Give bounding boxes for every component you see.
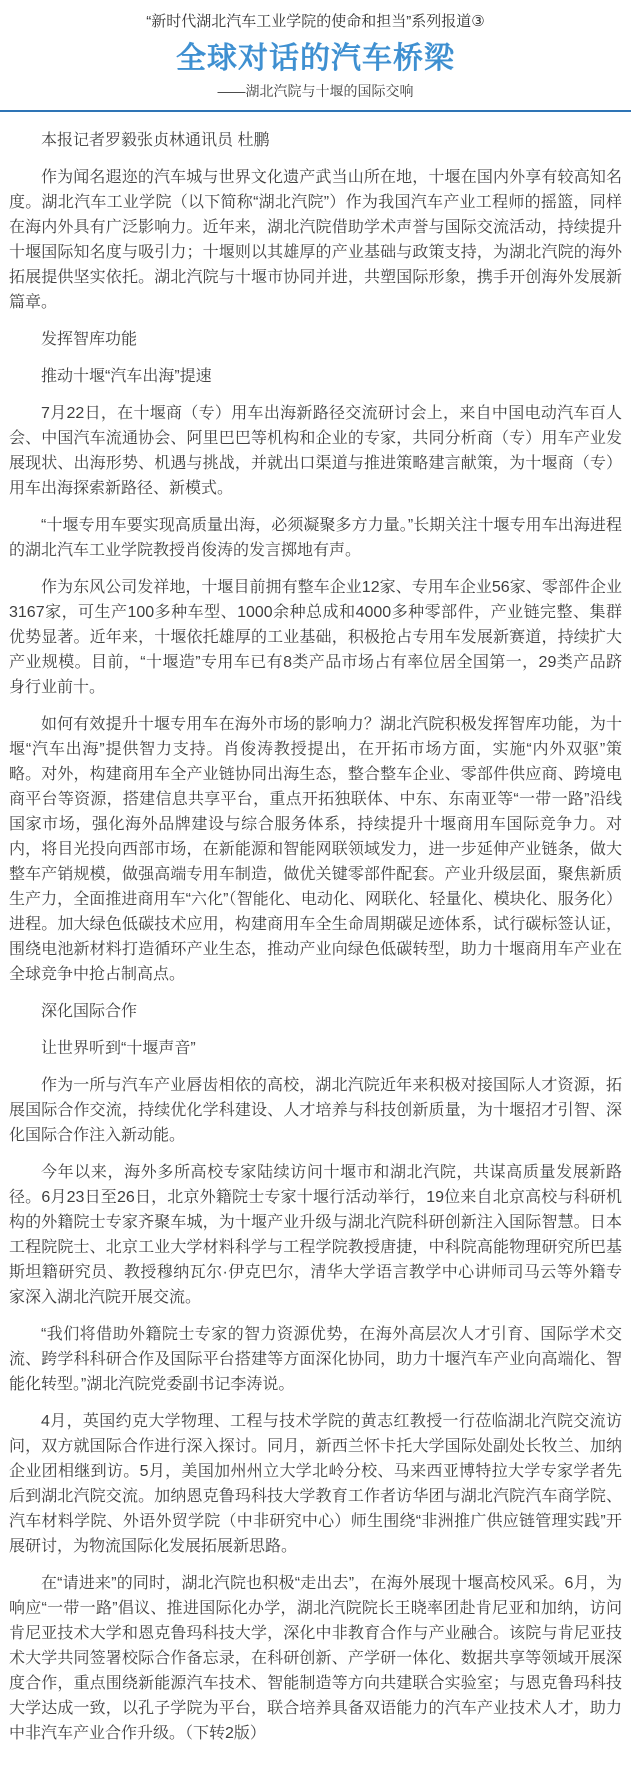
paragraph: 今年以来，海外多所高校专家陆续访问十堰市和湖北汽院，共谋高质量发展新路径。6月23日至26日，北京外籍院士专家十堰行活动举行，19位来自北京高校与科研机构的外籍院士专家齐聚车城，为十堰产业升级与湖北汽院科研创新注入国际智慧。日本工程院院士、北京工业大学材料科学与工程学院教授唐捷，中科院高能物理研究所巴基斯坦籍研究员、教授穆纳瓦尔·伊克巴尔，清华大学语言教学中心讲师司马云等外籍专家深入湖北汽院开展交流。 [9, 1164, 622, 1306]
section-heading: 深化国际合作 [41, 1003, 138, 1020]
paragraph: “十堰专用车要实现高质量出海，必须凝聚多方力量。”长期关注十堰专用车出海进程的湖北汽车工业学院教授肖俊涛的发言掷地有声。 [9, 517, 622, 559]
paragraph: 如何有效提升十堰专用车在海外市场的影响力？湖北汽院积极发挥智库功能，为十堰“汽车出海”提供智力支持。肖俊涛教授提出，在开拓市场方面，实施“内外双驱”策略。对外，构建商用车全产业链协同出海生态，整合整车企业、零部件供应商、跨境电商平台等资源，搭建信息共享平台，重点开拓独联体、中东、东南亚等“一带一路”沿线国家市场，强化海外品牌建设与综合服务体系，持续提升十堰商用车国际竞争力。对内，将目光投向西部市场，在新能源和智能网联领域发力，进一步延伸产业链条，做大整车产销规模，做强高端专用车制造，做优关键零部件配套。产业升级层面，聚焦新质生产力，全面推进商用车“六化”（智能化、电动化、网联化、轻量化、模块化、服务化）进程。加大绿色低碳技术应用，构建商用车全生命周期碳足迹体系，试行碳标签认证，围绕电池新材料打造循环产业生态，推动产业向绿色低碳转型，助力十堰商用车产业在全球竞争中抢占制高点。 [9, 716, 622, 983]
paragraph: 作为一所与汽车产业唇齿相依的高校，湖北汽院近年来积极对接国际人才资源，拓展国际合作交流，持续优化学科建设、人才培养与科技创新质量，为十堰招才引智、深化国际合作注入新动能。 [9, 1077, 622, 1144]
article-body [9, 165, 622, 1746]
page-title: 全球对话的汽车桥梁 [176, 42, 455, 75]
header-divider [0, 110, 631, 112]
paragraph: 作为闻名遐迩的汽车城与世界文化遗产武当山所在地，十堰在国内外享有较高知名度。湖北汽车工业学院（以下简称“湖北汽院”）作为我国汽车产业工程师的摇篮，同样在海内外具有广泛影响力。近年来，湖北汽院借助学术声誉与国际交流活动，持续提升十堰国际知名度与吸引力；十堰则以其雄厚的产业基础与政策支持，为湖北汽院的海外拓展提供坚实依托。湖北汽院与十堰市协同并进，共塑国际形象，携手开创海外发展新篇章。 [9, 169, 622, 311]
paragraph: 7月22日，在十堰商（专）用车出海新路径交流研讨会上，来自中国电动汽车百人会、中国汽车流通协会、阿里巴巴等机构和企业的专家，共同分析商（专）用车产业发展现状、出海形势、机遇与挑战，并就出口渠道与推进策略建言献策，为十堰商（专）用车出海探索新路径、新模式。 [9, 405, 622, 497]
paragraph: 作为东风公司发祥地，十堰目前拥有整车企业12家、专用车企业56家、零部件企业3167家，可生产100多种车型、1000余种总成和4000多种零部件，产业链完整、集群优势显著。近年来，十堰依托雄厚的工业基础，积极抢占专用车发展新赛道，持续扩大产业规模。目前，“十堰造”专用车已有8类产品市场占有率位居全国第一，29类产品跻身行业前十。 [9, 579, 622, 696]
paragraph: “我们将借助外籍院士专家的智力资源优势，在海外高层次人才引育、国际学术交流、跨学科科研合作及国际平台搭建等方面深化协同，助力十堰汽车产业向高端化、智能化转型。”湖北汽院党委副书记李涛说。 [9, 1326, 622, 1393]
paragraph: 在“请进来”的同时，湖北汽院也积极“走出去”，在海外展现十堰高校风采。6月，为响应“一带一路”倡议、推进国际化办学，湖北汽院院长王晓率团赴肯尼亚和加纳，访问肯尼亚技术大学和恩克鲁玛科技大学，深化中非教育合作与产业融合。该院与肯尼亚技术大学共同签署校际合作备忘录，在科研创新、产学研一体化、数据共享等领域开展深度合作，重点围绕新能源汽车技术、智能制造等方向共建联合实验室；与恩克鲁玛科技大学达成一致，以孔子学院为平台，联合培养具备双语能力的汽车产业技术人才，助力中非汽车产业合作升级。（下转2版） [9, 1575, 622, 1742]
section-heading: 让世界听到“十堰声音” [41, 1040, 196, 1057]
section-heading: 发挥智库功能 [41, 331, 138, 348]
paragraph: 4月，英国约克大学物理、工程与技术学院的黄志红教授一行莅临湖北汽院交流访问，双方就国际合作进行深入探讨。同月，新西兰怀卡托大学国际处副处长牧兰、加纳企业团相继到访。5月，美国加州州立大学北岭分校、马来西亚博特拉大学专家学者先后到湖北汽院交流。加纳恩克鲁玛科技大学教育工作者访华团与湖北汽院汽车商学院、汽车材料学院、外语外贸学院（中非研究中心）师生围绕“非洲推广供应链管理实践”开展研讨，为物流国际化发展拓展新思路。 [9, 1413, 622, 1555]
section-heading: 推动十堰“汽车出海”提速 [41, 368, 212, 385]
article-header [9, 12, 622, 100]
series-line: “新时代湖北汽车工业学院的使命和担当”系列报道③ [146, 13, 485, 30]
article-subtitle: ——湖北汽院与十堰的国际交响 [217, 83, 414, 99]
byline: 本报记者罗毅张贞林通讯员 杜鹏 [41, 132, 270, 149]
